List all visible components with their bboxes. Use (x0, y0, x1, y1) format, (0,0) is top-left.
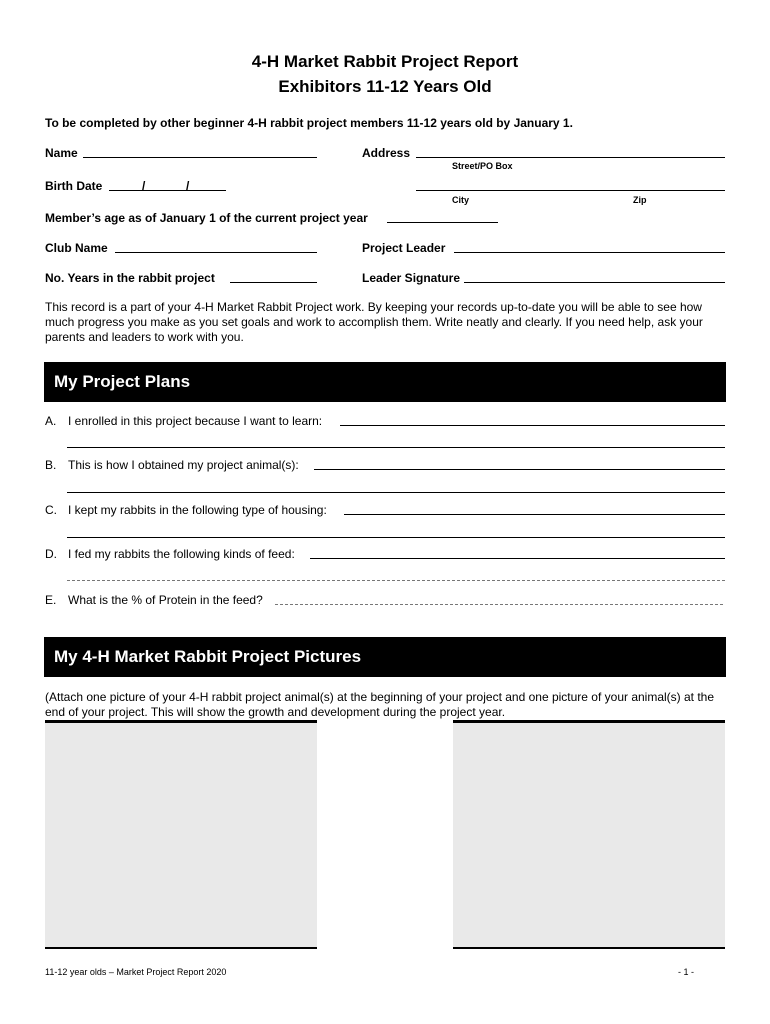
street-caption: Street/PO Box (452, 161, 513, 171)
answer-c-line-1[interactable] (344, 514, 725, 515)
page-subtitle: Exhibitors 11-12 Years Old (278, 77, 492, 96)
page-title: 4-H Market Rabbit Project Report (251, 52, 519, 71)
question-d-letter: D. (45, 547, 57, 561)
question-a-text: I enrolled in this project because I want to learn: (68, 414, 323, 428)
leader-field[interactable] (454, 252, 725, 253)
name-label: Name (45, 146, 78, 160)
birth-date-slash-1: / (142, 179, 146, 193)
photo-box-beginning[interactable] (45, 720, 317, 949)
question-a-letter: A. (45, 414, 57, 428)
club-field[interactable] (115, 252, 317, 253)
answer-d-line-2[interactable] (67, 580, 725, 581)
answer-b-line-1[interactable] (314, 469, 725, 470)
instructions: To be completed by other beginner 4-H rabbit project members 11-12 years old by January 1. (45, 116, 573, 130)
question-b-letter: B. (45, 458, 57, 472)
city-caption: City (452, 195, 470, 205)
signature-label: Leader Signature (362, 271, 461, 285)
answer-a-line-1[interactable] (340, 425, 725, 426)
signature-field[interactable] (464, 282, 725, 283)
birth-date-field[interactable] (109, 190, 226, 191)
question-e-text: What is the % of Protein in the feed? (68, 593, 263, 607)
question-e-letter: E. (45, 593, 57, 607)
answer-d-line-1[interactable] (310, 558, 725, 559)
question-b-text: This is how I obtained my project animal(s): (68, 458, 299, 472)
years-field[interactable] (230, 282, 317, 283)
address-street-field[interactable] (416, 157, 725, 158)
answer-b-line-2[interactable] (67, 492, 725, 493)
age-label: Member’s age as of January 1 of the current project year (45, 211, 368, 225)
answer-e-line[interactable] (275, 604, 723, 605)
birth-date-slash-2: / (186, 179, 190, 193)
name-field[interactable] (83, 157, 317, 158)
leader-label: Project Leader (362, 241, 446, 255)
intro-paragraph: This record is a part of your 4-H Market Rabbit Project work. By keeping your records up-to-date you will be able to see how much progress you make as you set goals and work to accomplish them. Write neatly and clearly. If you need help, ask your parents and leaders to work with you. (45, 300, 703, 344)
birth-date-label: Birth Date (45, 179, 103, 193)
pictures-note: (Attach one picture of your 4-H rabbit project animal(s) at the beginning of your project and one picture of your animal(s) at the end of your project. This will show the growth and development during the project year. (45, 690, 715, 719)
answer-c-line-2[interactable] (67, 537, 725, 538)
pictures-heading: My 4-H Market Rabbit Project Pictures (54, 647, 362, 666)
plans-heading: My Project Plans (54, 372, 191, 391)
club-label: Club Name (45, 241, 108, 255)
address-label: Address (362, 146, 411, 160)
photo-box-end[interactable] (453, 720, 725, 949)
question-c-letter: C. (45, 503, 57, 517)
pictures-banner (44, 637, 726, 677)
question-c-text: I kept my rabbits in the following type of housing: (68, 503, 327, 517)
years-label: No. Years in the rabbit project (45, 271, 215, 285)
footer-text: 11-12 year olds – Market Project Report 2020 (45, 967, 227, 977)
answer-a-line-2[interactable] (67, 447, 725, 448)
plans-banner (44, 362, 726, 402)
page-number: - 1 - (678, 967, 695, 977)
address-city-zip-field[interactable] (416, 190, 725, 191)
zip-caption: Zip (633, 195, 647, 205)
age-field[interactable] (387, 222, 498, 223)
question-d-text: I fed my rabbits the following kinds of feed: (68, 547, 295, 561)
